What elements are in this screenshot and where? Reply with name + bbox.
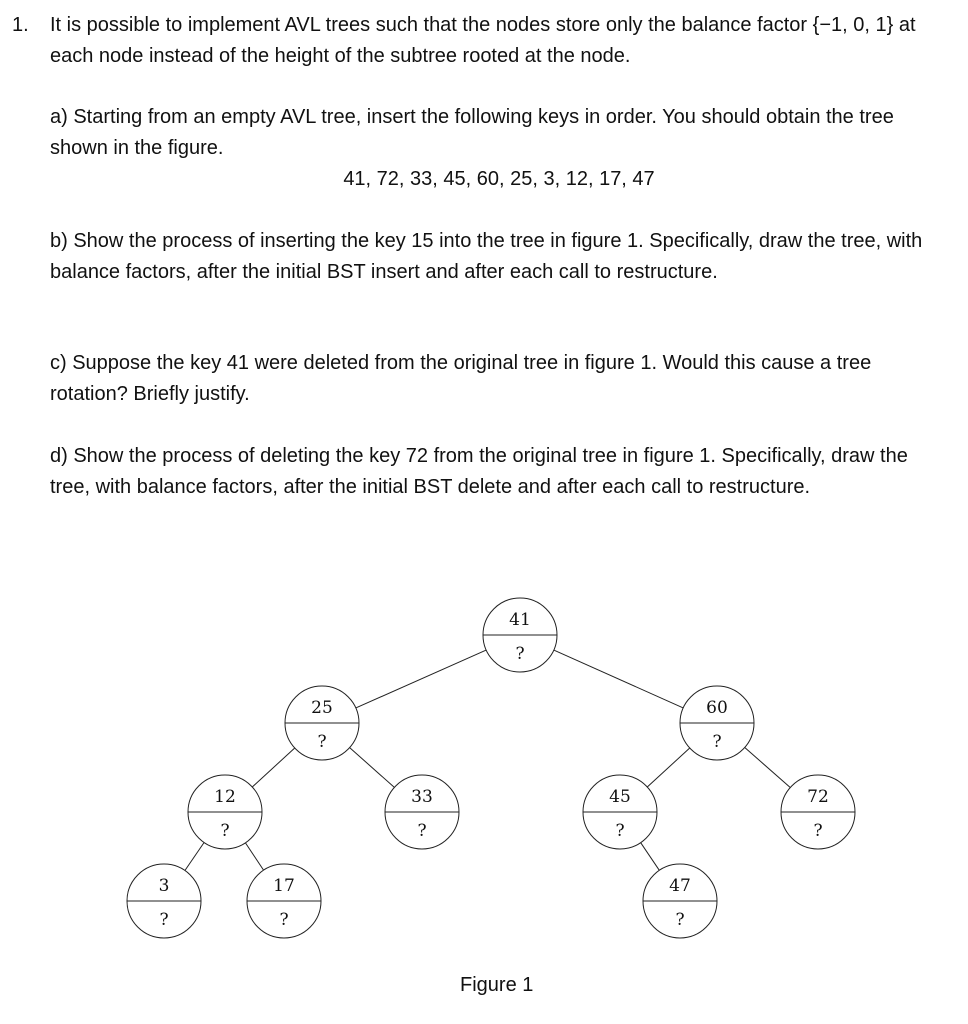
tree-node-25 (285, 686, 359, 760)
node-key: 45 (609, 787, 631, 807)
tree-edge (647, 748, 689, 787)
node-key: 47 (669, 876, 691, 896)
tree-node-17 (247, 864, 321, 938)
avl-tree-figure (0, 560, 968, 960)
tree-node-72 (781, 775, 855, 849)
node-key: 17 (273, 876, 295, 896)
tree-edge (641, 843, 660, 871)
node-balance-factor: ? (279, 910, 289, 930)
node-balance-factor: ? (675, 910, 685, 930)
question-intro: It is possible to implement AVL trees such that the nodes store only the balance factor {−1, 0, 1} at each node instead of the height of the subtree rooted at the node. (50, 14, 916, 67)
node-key: 60 (706, 698, 728, 718)
node-key: 33 (411, 787, 433, 807)
part-c-text: c) Suppose the key 41 were deleted from the original tree in figure 1. Would this cause a tree rotation? Briefly justify. (50, 352, 872, 405)
tree-edge (356, 650, 486, 708)
node-key: 41 (509, 610, 531, 630)
tree-node-3 (127, 864, 201, 938)
tree-node-47 (643, 864, 717, 938)
node-balance-factor: ? (220, 821, 230, 841)
figure-caption: Figure 1 (460, 974, 534, 996)
tree-edge (185, 843, 204, 871)
tree-edge (350, 748, 395, 788)
part-b-text: b) Show the process of inserting the key 15 into the tree in figure 1. Specifically, draw the tree, with balance factors, after the initial BST insert and after each call to restructure. (50, 230, 923, 283)
node-key: 72 (807, 787, 829, 807)
node-balance-factor: ? (515, 644, 525, 664)
tree-edge (745, 747, 790, 787)
tree-node-60 (680, 686, 754, 760)
node-balance-factor: ? (417, 821, 427, 841)
node-key: 3 (158, 876, 170, 896)
tree-node-41 (483, 598, 557, 672)
tree-node-45 (583, 775, 657, 849)
node-balance-factor: ? (712, 732, 722, 752)
node-balance-factor: ? (813, 821, 823, 841)
part-a-text: a) Starting from an empty AVL tree, insert the following keys in order. You should obtain the tree shown in the figure. (50, 106, 894, 159)
part-d-text: d) Show the process of deleting the key 72 from the original tree in figure 1. Specifically, draw the tree, with balance factors, after the initial BST delete and after each call to restructure. (50, 445, 908, 498)
node-balance-factor: ? (159, 910, 169, 930)
tree-node-12 (188, 775, 262, 849)
tree-edge (245, 843, 263, 870)
insert-keys-list: 41, 72, 33, 45, 60, 25, 3, 12, 17, 47 (343, 168, 655, 190)
question-number: 1. (12, 14, 29, 36)
node-balance-factor: ? (317, 732, 327, 752)
node-balance-factor: ? (615, 821, 625, 841)
node-key: 25 (311, 698, 333, 718)
tree-node-33 (385, 775, 459, 849)
tree-edge (252, 748, 294, 787)
tree-edge (554, 650, 683, 708)
node-key: 12 (214, 787, 236, 807)
